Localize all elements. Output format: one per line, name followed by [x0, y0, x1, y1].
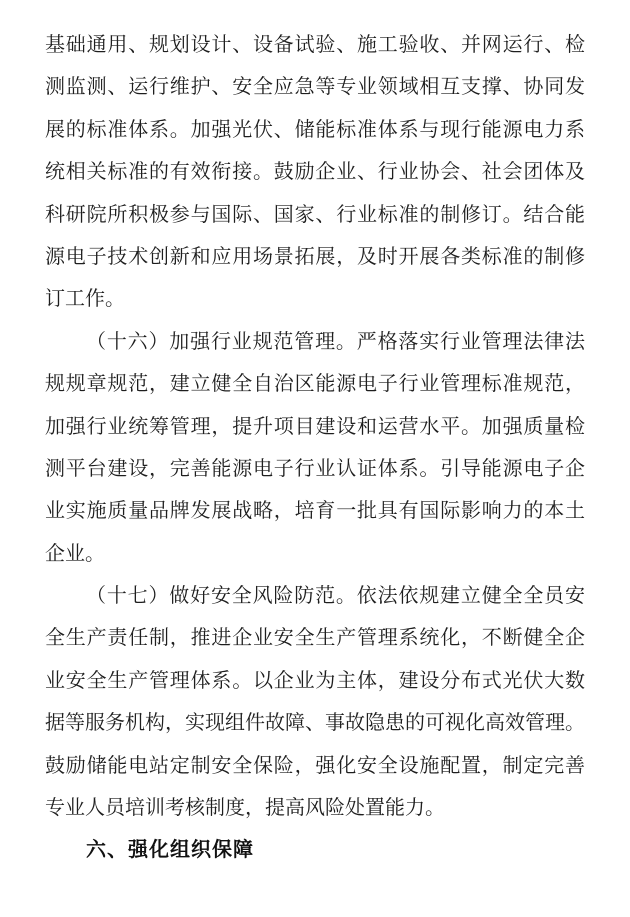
heading-line [45, 829, 585, 871]
section-heading [45, 829, 585, 871]
text-line [45, 702, 585, 744]
text-segment: 订工作。 [45, 288, 125, 311]
text-segment: 鼓励储能电站定制安全保险，强化安全设施配置，制定完善 [45, 754, 585, 777]
text-line [45, 363, 585, 405]
text-line [45, 745, 585, 787]
document-content [45, 24, 585, 872]
text-segment: 统相关标准的有效衔接。鼓励企业、行业协会、社会团体及 [45, 161, 585, 184]
text-segment: 测监测、运行维护、安全应急等专业领域相互支撑、协同发 [45, 76, 585, 99]
text-segment: 全生产责任制，推进企业安全生产管理系统化，不断健全企 [45, 627, 585, 650]
text-line [45, 448, 585, 490]
text-segment: 加强行业统筹管理，提升项目建设和运营水平。加强质量检 [45, 415, 585, 438]
text-segment: 基础通用、规划设计、设备试验、施工验收、并网运行、检 [45, 34, 585, 56]
text-segment: 展的标准体系。加强光伏、储能标准体系与现行能源电力系 [45, 118, 585, 141]
text-line [45, 236, 585, 278]
text-line [45, 66, 585, 108]
text-segment: 源电子技术创新和应用场景拓展，及时开展各类标准的制修 [45, 245, 585, 268]
text-line [45, 787, 585, 829]
text-line [45, 660, 585, 702]
text-line [45, 490, 585, 532]
text-line [45, 24, 585, 66]
text-segment: 专业人员培训考核制度，提高风险处置能力。 [45, 797, 445, 820]
text-segment: 严格落实行业管理法律法 [356, 330, 585, 353]
text-line [45, 194, 585, 236]
paragraph-lead-text: （十七）做好安全风险防范。 [86, 585, 357, 608]
text-segment: 测平台建设，完善能源电子行业认证体系。引导能源电子企 [45, 457, 585, 480]
text-line [45, 575, 585, 617]
paragraph [45, 24, 585, 321]
text-line [45, 406, 585, 448]
paragraph [45, 575, 585, 829]
text-segment: 据等服务机构，实现组件故障、事故隐患的可视化高效管理。 [45, 712, 585, 735]
paragraph [45, 321, 585, 575]
text-line [45, 617, 585, 659]
text-segment: 业安全生产管理体系。以企业为主体，建设分布式光伏大数 [45, 669, 585, 692]
text-segment: 依法依规建立健全全员安 [356, 585, 585, 608]
text-segment: 规规章规范，建立健全自治区能源电子行业管理标准规范， [45, 373, 585, 396]
text-line [45, 151, 585, 193]
text-segment: 科研院所积极参与国际、国家、行业标准的制修订。结合能 [45, 203, 585, 226]
text-line [45, 278, 585, 320]
text-line [45, 321, 585, 363]
text-line [45, 109, 585, 151]
text-line [45, 533, 585, 575]
section-heading-text: 六、强化组织保障 [86, 839, 254, 862]
text-segment: 企业。 [45, 542, 105, 565]
paragraph-lead-text: （十六）加强行业规范管理。 [86, 330, 357, 353]
text-segment: 业实施质量品牌发展战略，培育一批具有国际影响力的本土 [45, 500, 585, 523]
